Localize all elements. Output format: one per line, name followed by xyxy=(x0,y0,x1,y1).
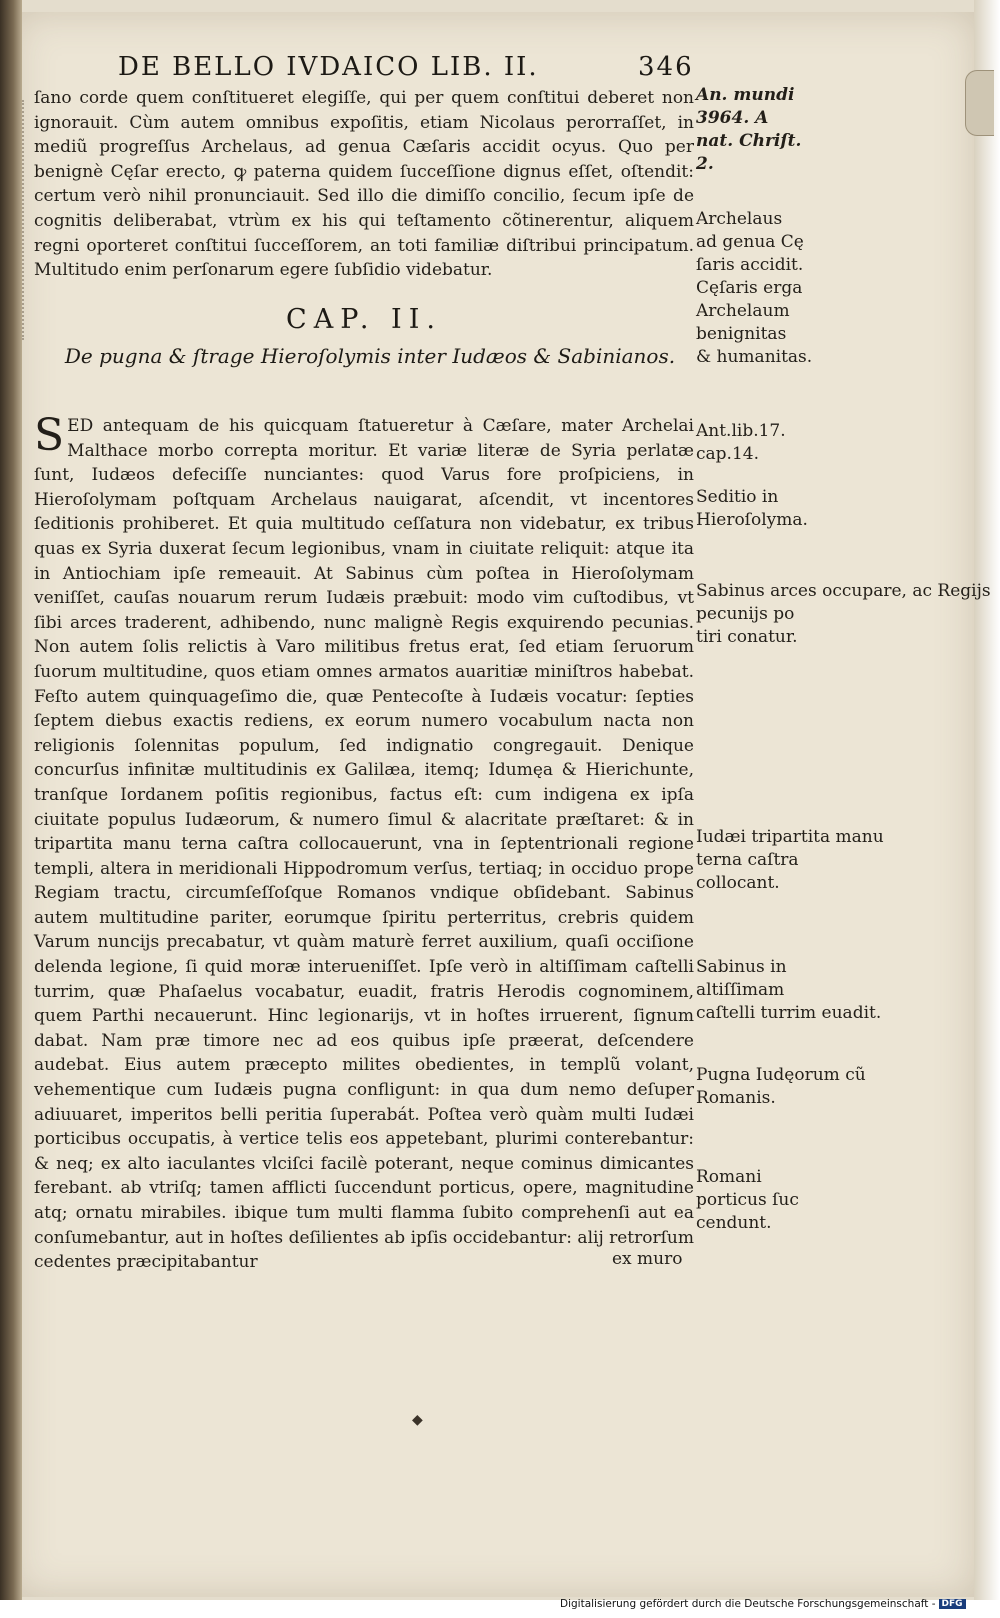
credit-text: Digitalisierung gefördert durch die Deutsche Forschungsgemeinschaft - xyxy=(560,1598,936,1610)
margin-note-reference: Ant.lib.17. cap.14. xyxy=(696,421,786,464)
chapter-subtitle: De pugna & ſtrage Hieroſolymis inter Iudæos & Sabinianos. xyxy=(64,344,676,368)
ink-dot: ◆ xyxy=(412,1412,423,1428)
page-edge xyxy=(974,0,1000,1600)
margin-note-seditio: Seditio in Hieroſolyma. xyxy=(696,487,808,530)
margin-note-date: An. mundi 3964. A nat. Chriſt. 2. xyxy=(696,85,802,174)
paragraph-2: S ED antequam de his quicquam ſtatueretur à Cæſare, mater Archelai Malthace morbo correpta moritur. Et variæ literæ de Syria perlatæ ſunt, Iudæos defeciſſe nunciantes: quod Varus fore proſpiciens, in Hieroſolymam poſtquam Archelaus nauigarat, aſcendit, vt incentores ſeditionis prohiberet. Et quia multitudo ceſſatura non videbatur, ex tribus quas ex Syria duxerat ſecum legionibus, vnam in ciuitate reliquit: atque ita in Antiochiam ipſe remeauit. At Sabinus cùm poſtea in Hieroſolymam veniſſet, cauſas nouarum rerum Iudæis præbuit: modo vim cuſtodibus, vt ſibi arces traderent, adhibendo, nunc malignè Regis exquirendo pecunias. Non autem ſolis relictis à Varo militibus fretus erat, ſed etiam ſeruorum ſuorum multitudine, quos etiam omnes armatos auaritiæ miniſtros habebat. Feſto autem quinquageſimo die, quæ Pentecoſte à Iudæis vocatur: ſepties ſeptem diebus exactis rediens, ex eorum numero vocabulum nacta non religionis ſolennitas populum, ſed indignatio congregauit. Denique concurſus infinitæ multitudinis ex Galilæa, itemq; Idumęa & Hierichunte, tranſque Iordanem poſitis regionibus, factus eſt: cum indigena ex ipſa ciuitate populus Iudæorum, & numero ſimul & alacritate præſtaret: & in tripartita manu terna caſtra collocauerunt, vna in ſeptentrionali regione templi, altera in meridionali Hippodromum verſus, tertiaq; in occiduo prope Regiam tractu, circumſeſſoſque Romanos vndique obſidebant. Sabinus autem multitudine pariter, eorumque ſpiritu perterritus, crebris quidem Varum nuncijs precabatur, vt quàm maturè ferret auxilium, quaſi occiſione delenda legione, ſi quid moræ interueniſſet. Ipſe verò in altiſſimam caſtelli turrim, quæ Phaſaelus vocabatur, euadit, fratris Herodis cognominem, quem Parthi necauerunt. Hinc legionarijs, vt in hoſtes irruerent, ſignum dabat. Nam præ timore nec ad eos quibus ipſe præerat, deſcendere audebat. Eius autem præcepto milites obedientes, in templũ volant, vehementique cum Iudæis pugna confligunt: in qua dum nemo deſuper adiuuaret, imperitos belli peritia ſuperabát. Poſtea verò quàm multi Iudæi porticibus occupatis, à vertice telis eos appetebant, plurimi conterebantur: & neq; ex alto iaculantes vlciſci facilè poterant, neque cominus dimicantes ferebant. ab vtriſq; tamen afflicti ſuccendunt porticus, opere, magnitudine atq; ornatu mirabiles. ibique tum multi flamma ſubito comprehenſi aut ea conſumebantur, aut in hoſtes deſilientes ab ipſis occidebantur: alij retrorſum cedentes præcipitabantur xyxy=(34,410,694,1273)
dfg-logo: DFG xyxy=(939,1599,966,1609)
margin-note-archelaus: Archelaus ad genua Cę ſaris accidit. Cęſaris erga Archelaum benignitas & humanitas. xyxy=(696,209,813,367)
margin-note-pugna: Pugna Iudęorum cũ Romanis. xyxy=(696,1065,866,1108)
page-tab-marker xyxy=(965,70,994,136)
folio-number: 346 xyxy=(638,52,694,82)
margin-note-porticus: Romani porticus ſuc cendunt. xyxy=(696,1167,799,1233)
margin-note-tripartita: Iudæi tripartita manu terna caſtra collocant. xyxy=(696,827,884,893)
margin-note-turris: Sabinus in altiſſimam caſtelli turrim euadit. xyxy=(696,957,882,1023)
facing-page-fragment xyxy=(22,100,34,340)
chapter-heading: CAP. II. xyxy=(286,304,442,335)
running-title: DE BELLO IVDAICO LIB. II. xyxy=(118,52,539,82)
drop-capital: S xyxy=(34,410,65,461)
margin-note-sabinus: Sabinus arces occupare, ac Regijs pecunijs po tiri conatur. xyxy=(696,581,991,647)
book-gutter xyxy=(0,0,22,1600)
digitization-credit xyxy=(560,1598,996,1616)
paragraph-1: ſano corde quem conſtitueret elegiſſe, qui per quem conſtitui deberet non ignorauit. Cùm autem omnibus expoſitis, etiam Nicolaus perorraſſet, in mediũ progreſſus Archelaus, ad genua Cæſaris accidit ocyus. Quo per benignè Cęſar erecto, ꝙ paterna quidem ſucceſſione dignus eſſet, oſtendit: certum verò nihil pronunciauit. Sed illo die dimiſſo concilio, ſecum ipſe de cognitis deliberabat, vtrùm ex his qui teſtamento cõtinerentur, aliquem regni oporteret conſtitui ſucceſſorem, an toti familiæ diſtribui principatum. Multitudo enim perſonarum egere ſubſidio videbatur. xyxy=(34,88,694,281)
catchword: ex muro xyxy=(612,1249,683,1269)
